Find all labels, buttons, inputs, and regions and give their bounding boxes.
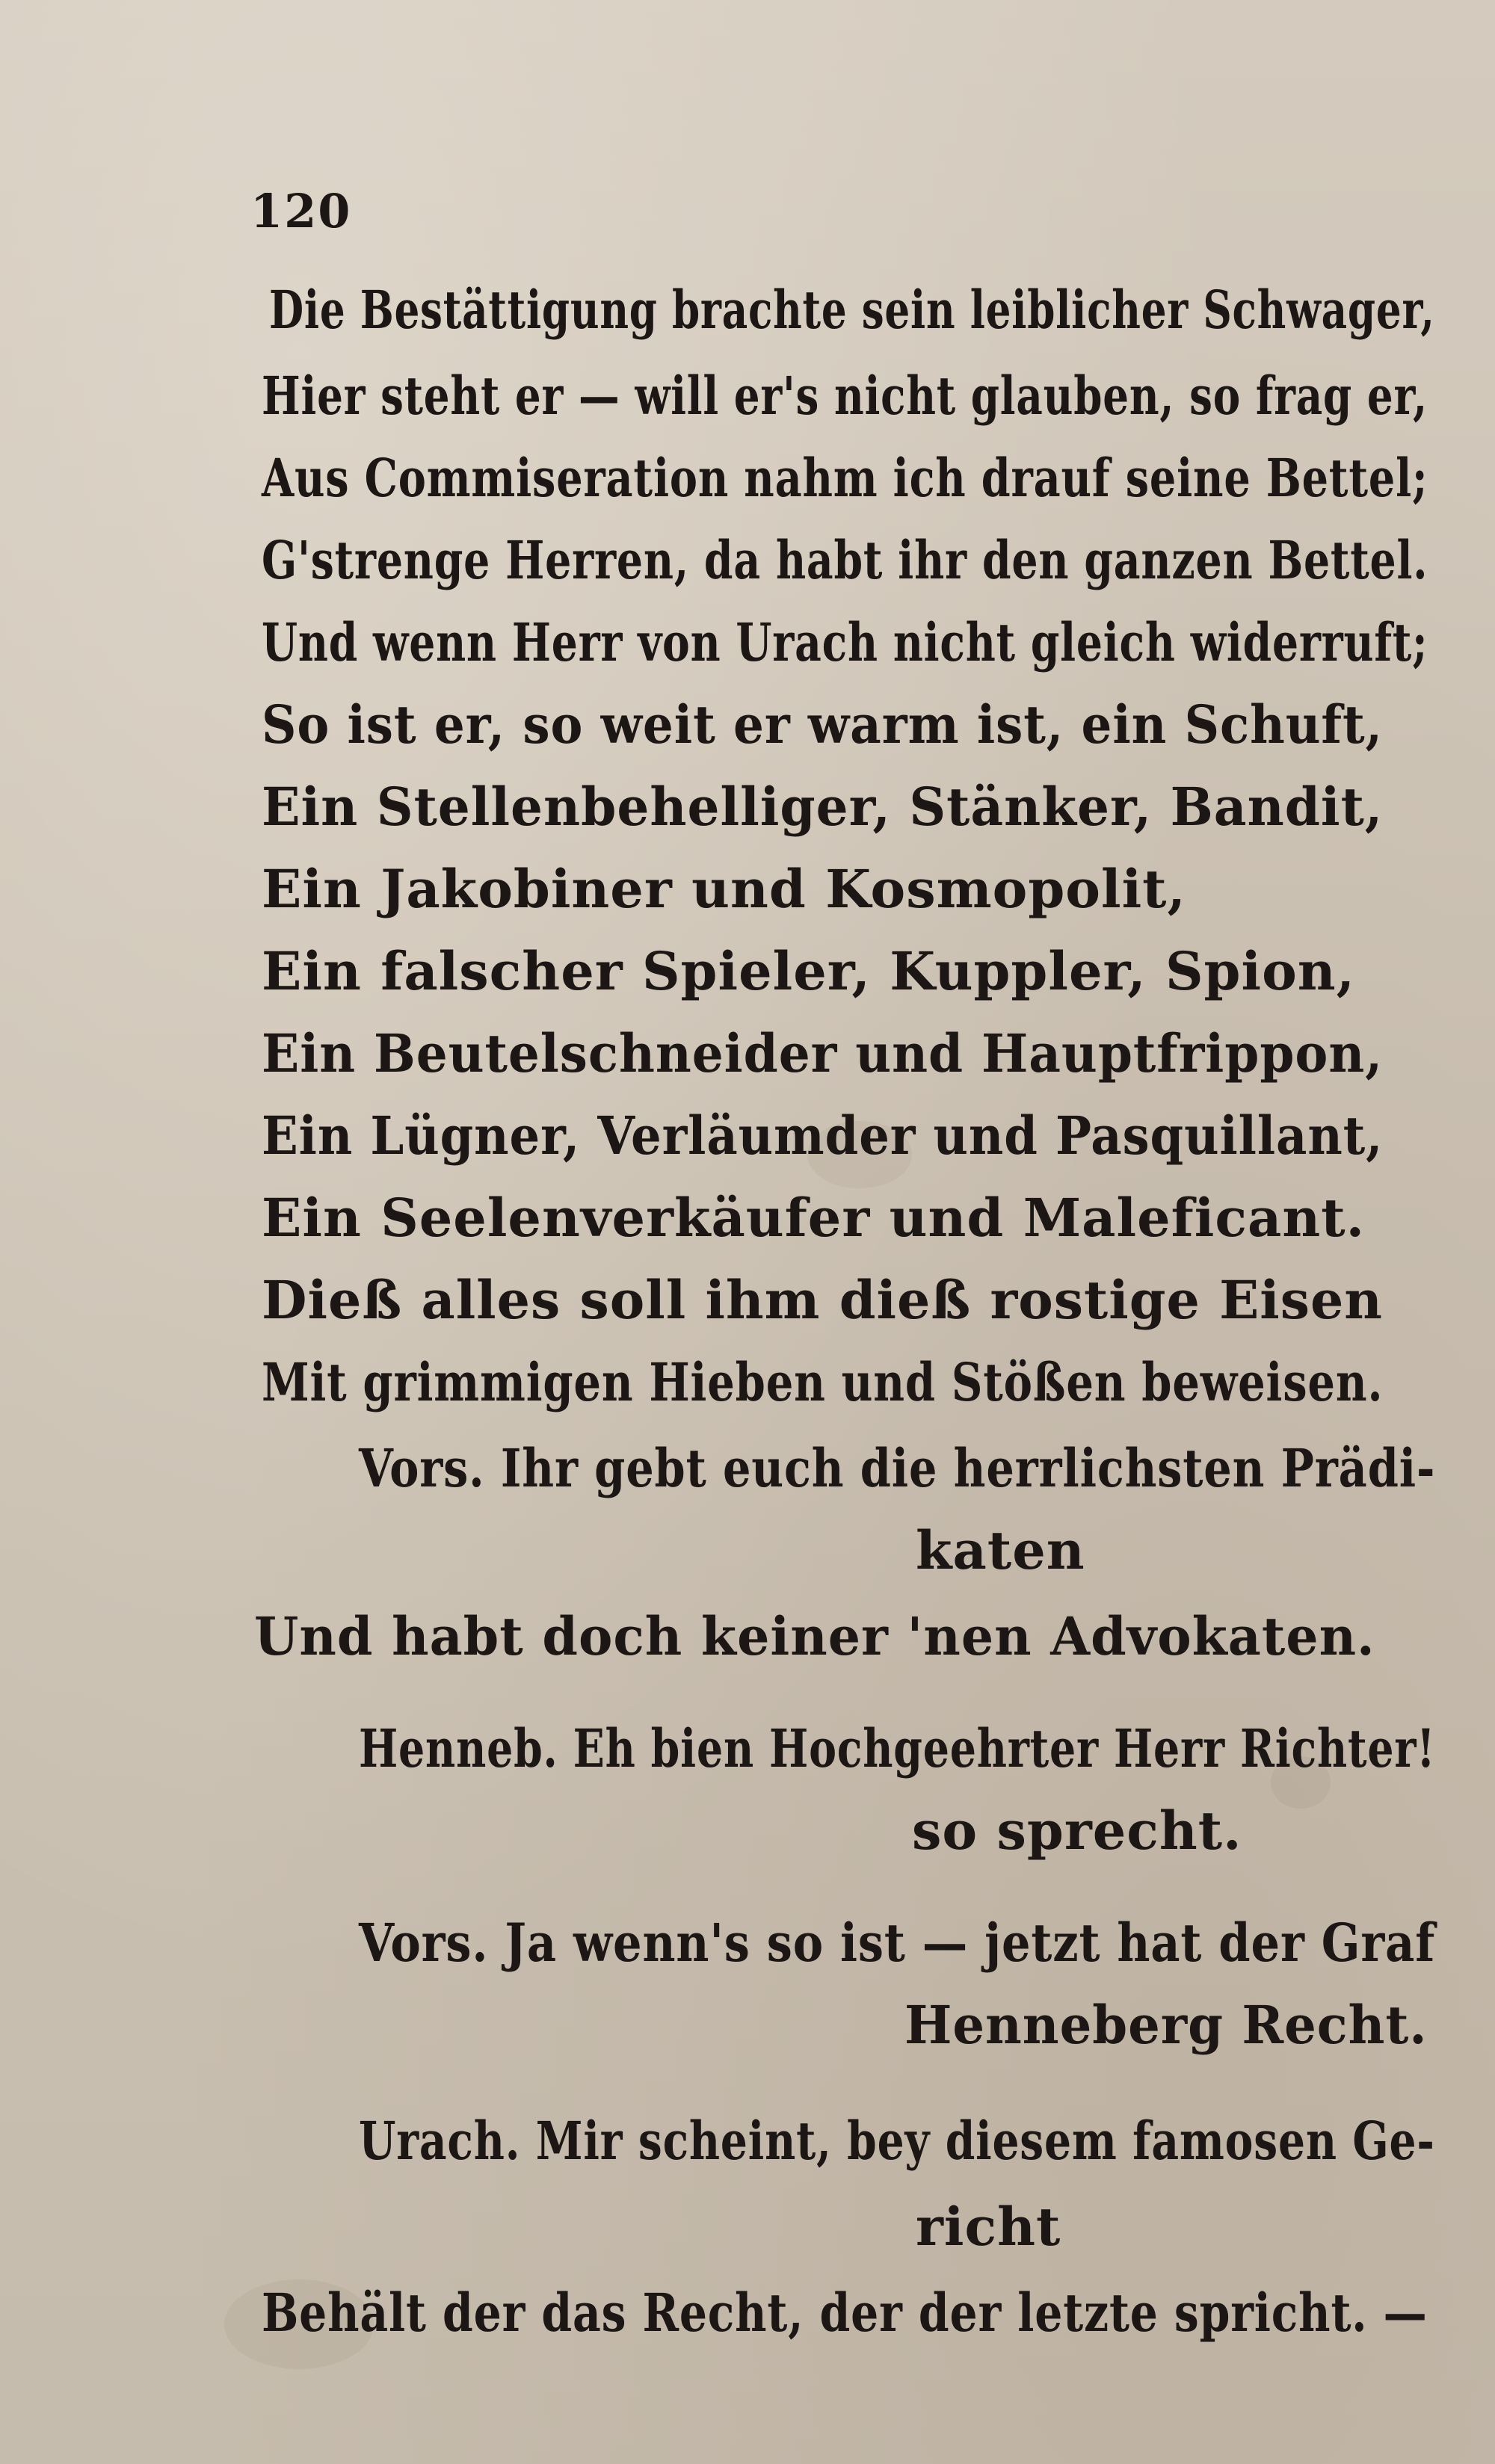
verse-line [262,1105,1384,1167]
verse-line [262,858,1383,920]
line-text: so sprecht. [912,1800,1242,1862]
speaker-name: Urach. [359,2110,521,2172]
speaker-name: Vors. [359,1912,489,1974]
line-text: Ja wenn's so ist — jetzt hat der Graf [505,1912,1436,1974]
speaker-name: Henneb. [359,1717,558,1779]
line-text: Ein Lügner, Verläumder und Pasquillant, [262,1105,1384,1167]
line-text: Aus Commiseration nahm ich drauf seine Bettel; [262,447,1428,509]
line-text: Henneberg Recht. [904,1994,1428,2056]
verse-line [269,279,1435,341]
line-text: Eh bien Hochgeehrter Herr Richter! [573,1717,1436,1779]
speaker-name: Vors. [359,1437,485,1499]
speech-line [359,1437,1436,1499]
verse-line [262,776,1384,838]
verse-line [262,2282,1428,2344]
verse-line [262,1022,1384,1084]
line-text: Ein Seelenverkäufer und Maleficant. [262,1187,1365,1249]
line-text: Hier steht er — will er's nicht glauben, so frag er, [262,365,1428,427]
line-text: katen [916,1519,1085,1581]
line-text: Ein Stellenbehelliger, Stänker, Bandit, [262,776,1384,838]
speech-line [359,1912,1436,1974]
verse-line [262,1269,1383,1331]
verse-line [262,365,1428,427]
line-text: Mit grimmigen Hieben und Stößen beweisen. [262,1351,1384,1413]
page-number: 120 [250,184,352,238]
line-text: Ein falscher Spieler, Kuppler, Spion, [262,940,1356,1002]
verse-line [262,1187,1383,1249]
line-text: richt [916,2196,1061,2258]
line-text: Ein Beutelschneider und Hauptfrippon, [262,1022,1384,1084]
line-text: Behält der das Recht, der der letzte spricht. — [262,2282,1428,2344]
line-text: Die Bestättigung brachte sein leiblicher Schwager, [269,279,1435,341]
line-text: Und wenn Herr von Urach nicht gleich widerruft; [262,611,1428,673]
verse-line-continuation [904,1994,1428,2056]
verse-line-continuation [912,1800,1286,1862]
verse-line [262,447,1428,509]
line-text: So ist er, so weit er warm ist, ein Schuft, [262,694,1383,756]
verse-line [262,694,1383,756]
line-text: Ein Jakobiner und Kosmopolit, [262,858,1186,920]
line-text: Dieß alles soll ihm dieß rostige Eisen [262,1269,1383,1331]
line-text: Ihr gebt euch die herrlichsten Prädi- [500,1437,1436,1499]
verse-line-continuation [916,1519,1215,1581]
verse-line [262,611,1428,673]
line-text: Mir scheint, bey diesem famosen Ge- [535,2110,1435,2172]
verse-line [262,940,1383,1002]
line-text: G'strenge Herren, da habt ihr den ganzen Bettel. [262,529,1428,591]
line-text: Und habt doch keiner 'nen Advokaten. [254,1605,1375,1667]
verse-line [262,529,1428,591]
verse-line [254,1605,1375,1667]
verse-line [262,1351,1384,1413]
speech-line [359,2110,1435,2172]
verse-line-continuation [916,2196,1215,2258]
speech-line [359,1717,1436,1779]
